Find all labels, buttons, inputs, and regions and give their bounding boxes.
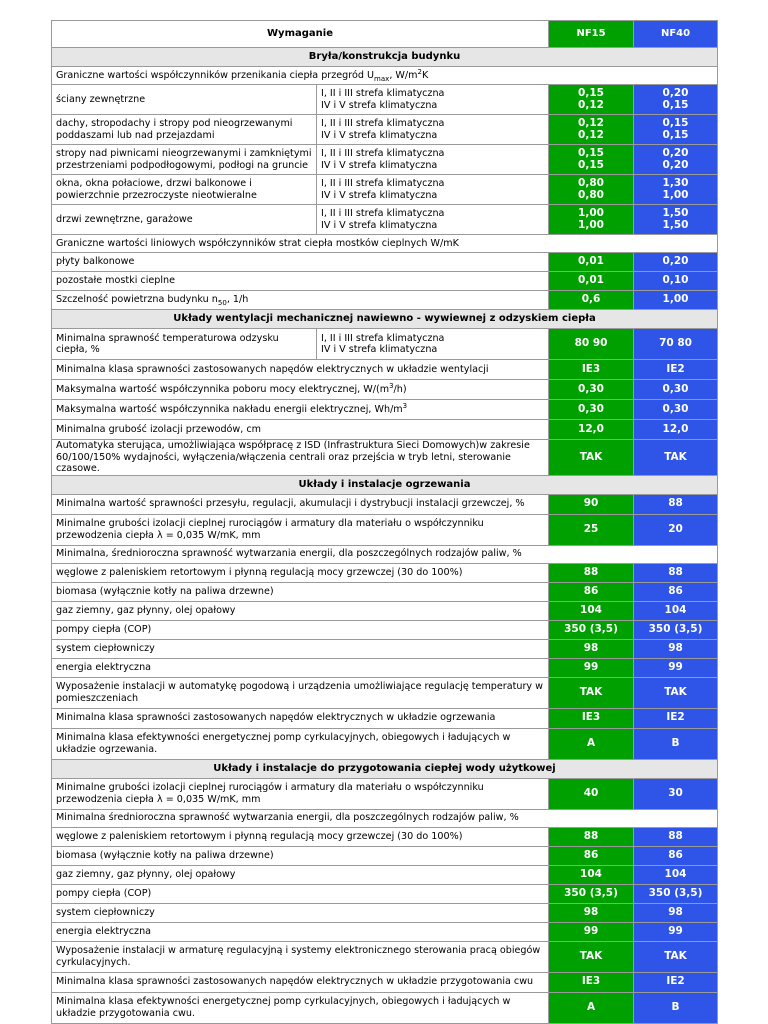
table-row xyxy=(52,145,718,175)
nf40-value: 0,20 0,20 xyxy=(634,145,718,175)
table-row xyxy=(52,708,718,728)
table-row xyxy=(52,601,718,620)
row-label: Maksymalna wartość współczynnika nakładu energii elektrycznej, $Wh/m^3$ xyxy=(52,400,549,420)
table-row xyxy=(52,778,718,809)
row-label: Maksymalna wartość współczynnika poboru mocy elektrycznej, $W/(m^3/h)$ xyxy=(52,380,549,400)
section-row xyxy=(52,48,718,67)
table-row xyxy=(52,884,718,903)
row-label: Minimalna klasa efektywności energetycznej pomp cyrkulacyjnych, obiegowych i ładujących w układzie przygotowania cwu. xyxy=(52,992,549,1023)
nf40-value: 0,10 xyxy=(634,272,718,291)
nf40-value: 0,20 xyxy=(634,253,718,272)
header-requirement: Wymaganie xyxy=(52,21,549,48)
table-row xyxy=(52,639,718,658)
table-row xyxy=(52,992,718,1023)
nf15-value: 0,6 xyxy=(549,291,634,310)
row-label: biomasa (wyłącznie kotły na paliwa drzewne) xyxy=(52,846,549,865)
nf40-value: 1,00 xyxy=(634,291,718,310)
row-label: stropy nad piwnicami nieogrzewanymi i zamkniętymi przestrzeniami podpodłogowymi, podłogi na gruncie xyxy=(52,145,317,175)
nf40-value: IE2 xyxy=(634,360,718,380)
zone-labels: I, II i III strefa klimatyczna IV i V strefa klimatyczna xyxy=(317,175,549,205)
nf15-value: 86 xyxy=(549,582,634,601)
table-row xyxy=(52,400,718,420)
row-label: okna, okna połaciowe, drzwi balkonowe i powierzchnie przezroczyste nieotwieralne xyxy=(52,175,317,205)
row-label: gaz ziemny, gaz płynny, olej opałowy xyxy=(52,601,549,620)
nf15-value: IE3 xyxy=(549,360,634,380)
nf40-value: IE2 xyxy=(634,972,718,992)
table-row xyxy=(52,115,718,145)
row-label: Automatyka sterująca, umożliwiająca współpracę z ISD (Infrastruktura Sieci Domowych)w zakresie 60/100/150% wydajności, wyłączenia/włączenia centrali oraz przejścia w tryb letni, sterowanie czasowe. xyxy=(52,440,549,476)
nf40-value: TAK xyxy=(634,440,718,476)
nf15-value: 0,15 0,12 xyxy=(549,85,634,115)
table-row xyxy=(52,563,718,582)
table-row xyxy=(52,903,718,922)
section-title-heating: Układy i instalacje ogrzewania xyxy=(52,475,718,494)
table-row xyxy=(52,272,718,291)
nf40-value: 0,20 0,15 xyxy=(634,85,718,115)
row-label: dachy, stropodachy i stropy pod nieogrzewanymi poddaszami lub nad przejazdami xyxy=(52,115,317,145)
nf15-value: 104 xyxy=(549,601,634,620)
bridges-label: Graniczne wartości liniowych współczynników strat ciepła mostków cieplnych W/mK xyxy=(52,235,718,253)
table-row xyxy=(52,514,718,545)
row-label: biomasa (wyłącznie kotły na paliwa drzewne) xyxy=(52,582,549,601)
row-label: Minimalna grubość izolacji przewodów, cm xyxy=(52,420,549,440)
row-label: Minimalna sprawność temperaturowa odzysku ciepła, % xyxy=(52,329,317,360)
section-row xyxy=(52,759,718,778)
table-row xyxy=(52,827,718,846)
nf40-value: 88 xyxy=(634,827,718,846)
nf15-value: 0,01 xyxy=(549,253,634,272)
nf40-value: 1,30 1,00 xyxy=(634,175,718,205)
table-row xyxy=(52,582,718,601)
nf15-value: 90 xyxy=(549,494,634,514)
umax-label: Graniczne wartości współczynników przenikania ciepła przegród $U_{max}$, $W/m^2K$ xyxy=(52,67,718,85)
section-row xyxy=(52,475,718,494)
nf40-value: 350 (3,5) xyxy=(634,884,718,903)
nf40-value: 99 xyxy=(634,922,718,941)
table-row xyxy=(52,420,718,440)
nf15-value: IE3 xyxy=(549,708,634,728)
nf40-value: 104 xyxy=(634,601,718,620)
row-label: Wyposażenie instalacji w automatykę pogodową i urządzenia umożliwiające regulację temperatury w pomieszczeniach xyxy=(52,677,549,708)
row-label: ściany zewnętrzne xyxy=(52,85,317,115)
table-row xyxy=(52,941,718,972)
nf15-value: IE3 xyxy=(549,972,634,992)
nf15-value: 350 (3,5) xyxy=(549,620,634,639)
zone-labels: I, II i III strefa klimatyczna IV i V strefa klimatyczna xyxy=(317,329,549,360)
nf40-value: 0,30 xyxy=(634,380,718,400)
nf40-value: 12,0 xyxy=(634,420,718,440)
nf40-value: 86 xyxy=(634,582,718,601)
table-row xyxy=(52,865,718,884)
group-label-row xyxy=(52,235,718,253)
row-label: Minimalne grubości izolacji cieplnej rurociągów i armatury dla materiału o współczynniku przewodzenia ciepła λ = 0,035 W/mK, mm xyxy=(52,514,549,545)
table-row xyxy=(52,620,718,639)
row-label: płyty balkonowe xyxy=(52,253,549,272)
row-label: pozostałe mostki cieplne xyxy=(52,272,549,291)
nf15-value: 0,12 0,12 xyxy=(549,115,634,145)
group-label-row xyxy=(52,809,718,827)
zone-labels: I, II i III strefa klimatyczna IV i V strefa klimatyczna xyxy=(317,205,549,235)
table-row xyxy=(52,85,718,115)
table-header-row xyxy=(52,21,718,48)
nf40-value: 98 xyxy=(634,639,718,658)
row-label: energia elektryczna xyxy=(52,922,549,941)
row-label: węglowe z paleniskiem retortowym i płynną regulacją mocy grzewczej (30 do 100%) xyxy=(52,827,549,846)
header-nf40: NF40 xyxy=(634,21,718,48)
nf15-value: 40 xyxy=(549,778,634,809)
nf15-value: 350 (3,5) xyxy=(549,884,634,903)
table-row xyxy=(52,972,718,992)
row-label: Wyposażenie instalacji w armaturę regulacyjną i systemy elektronicznego sterowania pracą obiegów cyrkulacyjnych. xyxy=(52,941,549,972)
nf15-value: 0,15 0,15 xyxy=(549,145,634,175)
fuel-label: Minimalna średnioroczna sprawność wytwarzania energii, dla poszczególnych rodzajów paliw, % xyxy=(52,809,718,827)
nf40-value: 88 xyxy=(634,494,718,514)
section-title-ventilation: Układy wentylacji mechanicznej nawiewno - wywiewnej z odzyskiem ciepła xyxy=(52,310,718,329)
nf15-value: 0,01 xyxy=(549,272,634,291)
table-row xyxy=(52,677,718,708)
nf15-value: 0,30 xyxy=(549,380,634,400)
table-row xyxy=(52,329,718,360)
nf15-value: TAK xyxy=(549,941,634,972)
fuel-label: Minimalna, średnioroczna sprawność wytwarzania energii, dla poszczególnych rodzajów paliw, % xyxy=(52,545,718,563)
nf15-value: A xyxy=(549,728,634,759)
nf40-value: 86 xyxy=(634,846,718,865)
table-row xyxy=(52,175,718,205)
nf15-value: 1,00 1,00 xyxy=(549,205,634,235)
table-row xyxy=(52,205,718,235)
row-label: pompy ciepła (COP) xyxy=(52,620,549,639)
nf40-value: 350 (3,5) xyxy=(634,620,718,639)
row-label: Minimalna klasa sprawności zastosowanych napędów elektrycznych w układzie przygotowania cwu xyxy=(52,972,549,992)
header-nf15: NF15 xyxy=(549,21,634,48)
zone-labels: I, II i III strefa klimatyczna IV i V strefa klimatyczna xyxy=(317,115,549,145)
row-label: pompy ciepła (COP) xyxy=(52,884,549,903)
row-label: Minimalna klasa efektywności energetycznej pomp cyrkulacyjnych, obiegowych i ładujących w układzie ogrzewania. xyxy=(52,728,549,759)
row-label: gaz ziemny, gaz płynny, olej opałowy xyxy=(52,865,549,884)
row-label: drzwi zewnętrzne, garażowe xyxy=(52,205,317,235)
nf15-value: 99 xyxy=(549,922,634,941)
table-row xyxy=(52,253,718,272)
nf40-value: 0,15 0,15 xyxy=(634,115,718,145)
table-row xyxy=(52,922,718,941)
row-label: system ciepłowniczy xyxy=(52,903,549,922)
row-label: Minimalna klasa sprawności zastosowanych napędów elektrycznych w układzie wentylacji xyxy=(52,360,549,380)
nf15-value: 88 xyxy=(549,827,634,846)
section-title-envelope: Bryła/konstrukcja budynku xyxy=(52,48,718,67)
row-label: węglowe z paleniskiem retortowym i płynną regulacją mocy grzewczej (30 do 100%) xyxy=(52,563,549,582)
zone-labels: I, II i III strefa klimatyczna IV i V strefa klimatyczna xyxy=(317,85,549,115)
nf40-value: IE2 xyxy=(634,708,718,728)
zone-labels: I, II i III strefa klimatyczna IV i V strefa klimatyczna xyxy=(317,145,549,175)
nf40-value: 70 80 xyxy=(634,329,718,360)
nf40-value: 88 xyxy=(634,563,718,582)
nf40-value: 20 xyxy=(634,514,718,545)
nf40-value: TAK xyxy=(634,941,718,972)
nf40-value: 1,50 1,50 xyxy=(634,205,718,235)
row-label: energia elektryczna xyxy=(52,658,549,677)
nf15-value: 12,0 xyxy=(549,420,634,440)
nf40-value: B xyxy=(634,728,718,759)
nf40-value: 98 xyxy=(634,903,718,922)
requirements-table xyxy=(51,20,718,1024)
table-row xyxy=(52,360,718,380)
table-row xyxy=(52,728,718,759)
nf15-value: 0,30 xyxy=(549,400,634,420)
nf15-value: 98 xyxy=(549,903,634,922)
table-row xyxy=(52,440,718,476)
nf15-value: 104 xyxy=(549,865,634,884)
nf15-value: 88 xyxy=(549,563,634,582)
table-row xyxy=(52,658,718,677)
nf15-value: 98 xyxy=(549,639,634,658)
table-row xyxy=(52,846,718,865)
group-label-row xyxy=(52,67,718,85)
nf40-value: 104 xyxy=(634,865,718,884)
table-row xyxy=(52,291,718,310)
nf40-value: TAK xyxy=(634,677,718,708)
section-title-dhw: Układy i instalacje do przygotowania ciepłej wody użytkowej xyxy=(52,759,718,778)
nf15-value: 25 xyxy=(549,514,634,545)
group-label-row xyxy=(52,545,718,563)
nf15-value: 0,80 0,80 xyxy=(549,175,634,205)
table-row xyxy=(52,380,718,400)
nf40-value: 30 xyxy=(634,778,718,809)
nf15-value: A xyxy=(549,992,634,1023)
nf15-value: 99 xyxy=(549,658,634,677)
row-label: Minimalna klasa sprawności zastosowanych napędów elektrycznych w układzie ogrzewania xyxy=(52,708,549,728)
nf40-value: B xyxy=(634,992,718,1023)
nf15-value: 80 90 xyxy=(549,329,634,360)
nf40-value: 99 xyxy=(634,658,718,677)
row-label: Minimalne grubości izolacji cieplnej rurociągów i armatury dla materiału o współczynniku przewodzenia ciepła λ = 0,035 W/mK, mm xyxy=(52,778,549,809)
nf15-value: TAK xyxy=(549,677,634,708)
row-label: Minimalna wartość sprawności przesyłu, regulacji, akumulacji i dystrybucji instalacji grzewczej, % xyxy=(52,494,549,514)
table-row xyxy=(52,494,718,514)
nf15-value: TAK xyxy=(549,440,634,476)
airtightness-label: Szczelność powietrzna budynku $n_{50}$, 1/h xyxy=(52,291,549,310)
section-row xyxy=(52,310,718,329)
row-label: system ciepłowniczy xyxy=(52,639,549,658)
nf40-value: 0,30 xyxy=(634,400,718,420)
nf15-value: 86 xyxy=(549,846,634,865)
